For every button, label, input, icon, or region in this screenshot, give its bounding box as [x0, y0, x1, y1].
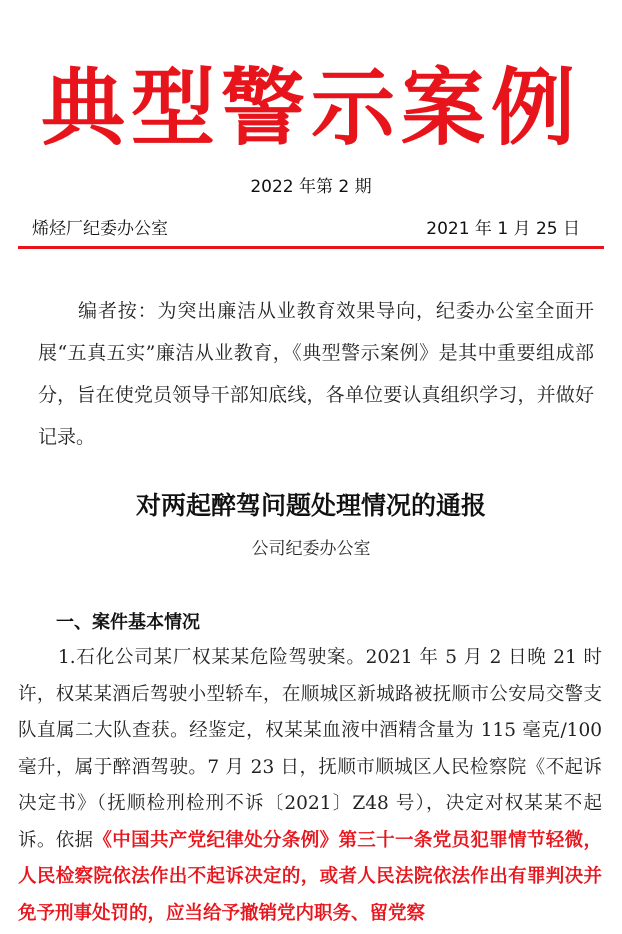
- issuing-org: 烯烃厂纪委办公室: [32, 219, 168, 239]
- meta-row: [32, 214, 580, 238]
- red-divider: [18, 246, 604, 249]
- issue-date: 2021 年 1 月 25 日: [426, 219, 580, 239]
- masthead-title: 典型警示案例: [40, 58, 581, 157]
- section-heading: 一、案件基本情况: [56, 612, 200, 633]
- editor-note: 编者按：为突出廉洁从业教育效果导向，纪委办公室全面开展“五真五实”廉洁从业教育，《典型警示案例》是其中重要组成部分，旨在使党员领导干部知底线，各单位要认真组织学习，并做好记录。: [38, 300, 594, 448]
- article-issuer: 公司纪委办公室: [251, 539, 371, 559]
- body-text: 1.石化公司某厂权某某危险驾驶案。2021 年 5 月 2 日晚 21 时许，权某某酒后驾驶小型轿车，在顺城区新城路被抚顺市公安局交警支队直属二大队查获。经鉴定，权某某血液中酒精含量为 115 毫克/100 毫升，属于醉酒驾驶。7 月 23 日，抚顺市顺城区人民检察院《不起诉决定书》（抚顺检刑检刑不诉〔2021〕Z48 号），决定对权某某不起诉。依据: [18, 647, 602, 851]
- article-title: 对两起醉驾问题处理情况的通报: [135, 491, 486, 520]
- article-body: [18, 640, 602, 932]
- issue-number: 2022 年第 2 期: [250, 177, 372, 197]
- body-red-text: 《中国共产党纪律处分条例》第三十一条党员犯罪情节轻微，人民检察院依法作出不起诉决定的，或者人民法院依法作出有罪判决并免予刑事处罚的，应当给予撤销党内职务、留党察: [18, 829, 602, 924]
